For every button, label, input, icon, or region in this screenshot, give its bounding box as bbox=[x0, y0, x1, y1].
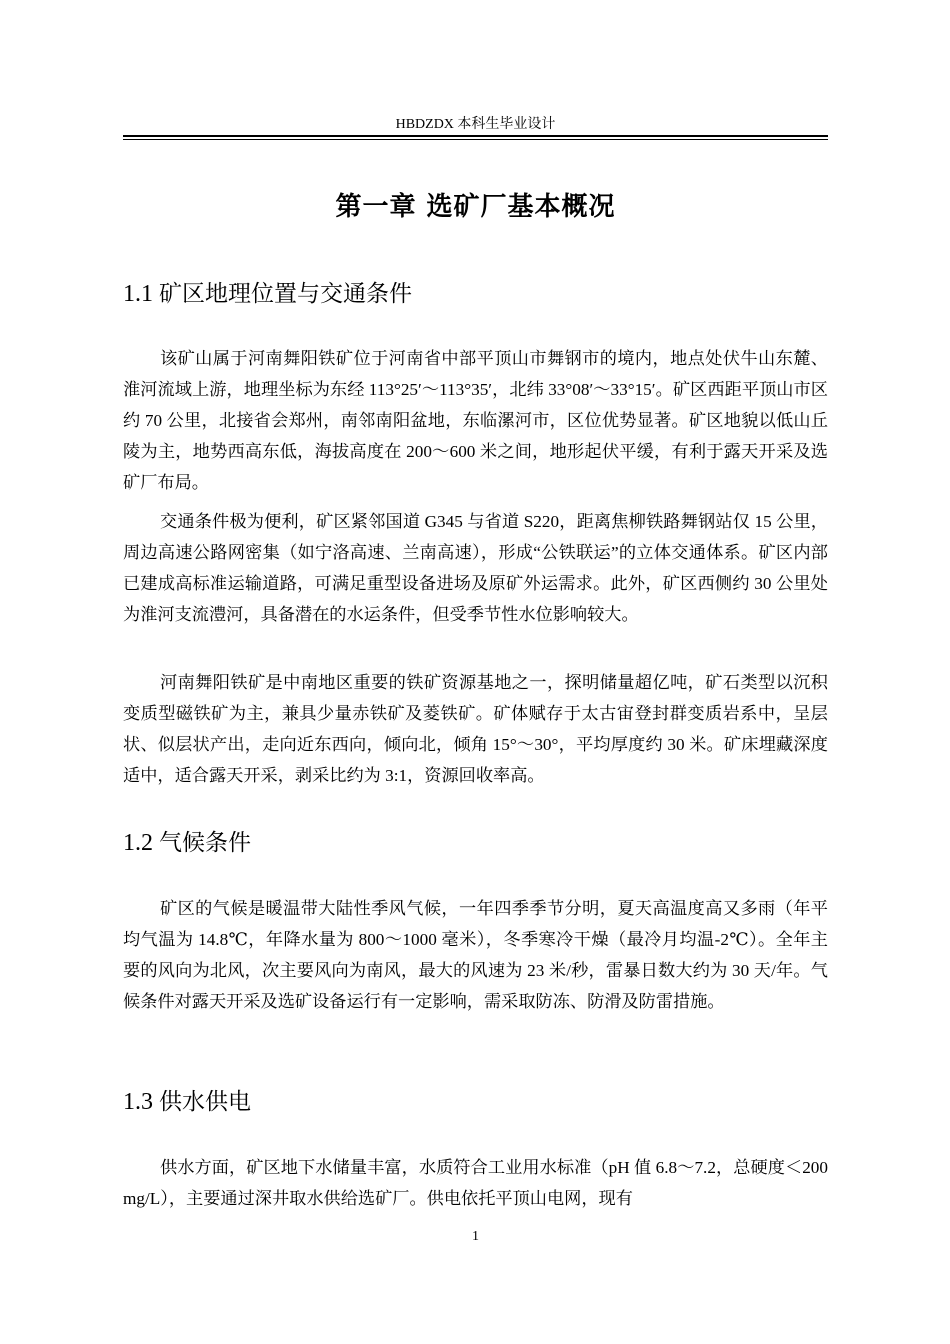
section-heading-1-1 bbox=[123, 279, 828, 309]
header-rule bbox=[123, 135, 828, 137]
section-number: 1.1 bbox=[123, 281, 153, 307]
paragraph: 供水方面，矿区地下水储量丰富，水质符合工业用水标准（pH 值 6.8～7.2，总硬度＜200 mg/L），主要通过深井取水供给选矿厂。供电依托平顶山电网，现有 bbox=[123, 1158, 828, 1208]
page-number: 1 bbox=[472, 1229, 479, 1244]
section-heading-1-2 bbox=[123, 828, 828, 858]
chapter-title: 第一章 选矿厂基本概况 bbox=[335, 192, 616, 222]
section-title: 矿区地理位置与交通条件 bbox=[159, 281, 412, 307]
running-header: HBDZDX 本科生毕业设计 bbox=[395, 117, 556, 132]
section-number: 1.2 bbox=[123, 830, 153, 856]
section-title: 气候条件 bbox=[159, 830, 251, 856]
section-title: 供水供电 bbox=[159, 1089, 251, 1115]
paragraph: 矿区的气候是暖温带大陆性季风气候，一年四季季节分明，夏天高温度高又多雨（年平均气温为 14.8℃，年降水量为 800～1000 毫米），冬季寒冷干燥（最冷月均温-2℃）。全年主要的风向为北风，次主要风向为南风，最大的风速为 23 米/秒，雷暴日数大约为 30 天/年。气候条件对露天开采及选矿设备运行有一定影响，需采取防冻、防滑及防雷措施。 bbox=[123, 899, 828, 1011]
paragraph: 河南舞阳铁矿是中南地区重要的铁矿资源基地之一，探明储量超亿吨，矿石类型以沉积变质型磁铁矿为主，兼具少量赤铁矿及菱铁矿。矿体赋存于太古宙登封群变质岩系中，呈层状、似层状产出，走向近东西向，倾向北，倾角 15°～30°，平均厚度约 30 米。矿床埋藏深度适中，适合露天开采，剥采比约为 3:1，资源回收率高。 bbox=[123, 673, 828, 785]
section-number: 1.3 bbox=[123, 1089, 153, 1115]
paragraph: 该矿山属于河南舞阳铁矿位于河南省中部平顶山市舞钢市的境内，地点处伏牛山东麓、淮河流域上游，地理坐标为东经 113°25′～113°35′，北纬 33°08′～33°15′。矿区西距平顶山市区约 70 公里，北接省会郑州，南邻南阳盆地，东临漯河市，区位优势显著。矿区地貌以低山丘陵为主，地势西高东低，海拔高度在 200～600 米之间，地形起伏平缓，有利于露天开采及选矿厂布局。 bbox=[123, 349, 828, 492]
section-heading-1-3 bbox=[123, 1087, 828, 1117]
paragraph: 交通条件极为便利，矿区紧邻国道 G345 与省道 S220，距离焦柳铁路舞钢站仅 15 公里，周边高速公路网密集（如宁洛高速、兰南高速），形成“公铁联运”的立体交通体系。矿区内部已建成高标准运输道路，可满足重型设备进场及原矿外运需求。此外，矿区西侧约 30 公里处为淮河支流澧河，具备潜在的水运条件，但受季节性水位影响较大。 bbox=[123, 512, 828, 624]
header-rule-thin bbox=[123, 139, 828, 140]
